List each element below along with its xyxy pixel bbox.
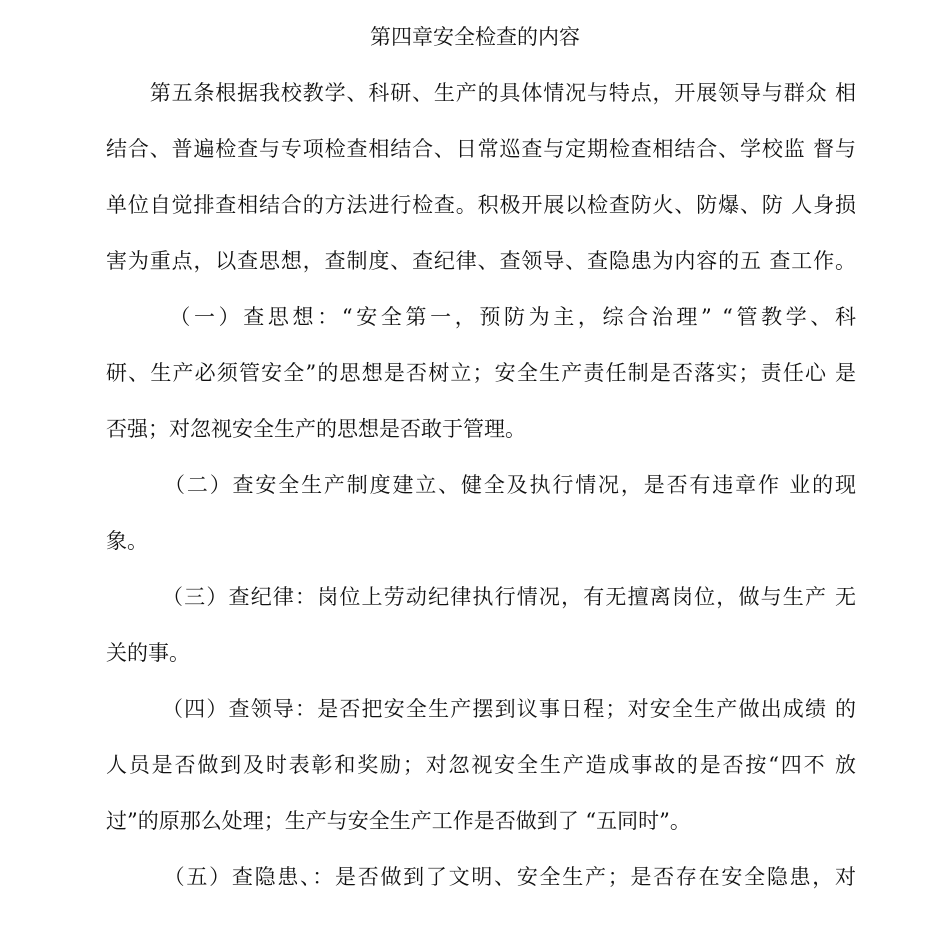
paragraph-line: 研、生产必须管安全”的思想是否树立；安全生产责任制是否落实；责任心 是 — [106, 361, 856, 385]
chapter-title: 第四章安全检查的内容 — [370, 25, 580, 49]
paragraph-line: 第五条根据我校教学、科研、生产的具体情况与特点，开展领导与群众 相 — [106, 81, 856, 105]
paragraph-line: 害为重点，以查思想，查制度、查纪律、查领导、查隐患为内容的五 查工作。 — [106, 249, 856, 273]
paragraph-line: （一）查思想：“安全第一，预防为主，综合治理” “管教学、科 — [106, 305, 856, 329]
paragraph-line: 结合、普遍检查与专项检查相结合、日常巡查与定期检查相结合、学校监 督与 — [106, 137, 856, 161]
paragraph-line: 否强；对忽视安全生产的思想是否敢于管理。 — [106, 417, 526, 441]
paragraph-line: 关的事。 — [106, 641, 190, 665]
paragraph-line: （四）查领导：是否把安全生产摆到议事日程；对安全生产做出成绩 的 — [106, 697, 856, 721]
paragraph-line: 单位自觉排查相结合的方法进行检查。积极开展以检查防火、防爆、防 人身损 — [106, 193, 856, 217]
paragraph-line: 过”的原那么处理；生产与安全生产工作是否做到了 “五同时”。 — [106, 809, 691, 833]
paragraph-line: （二）查安全生产制度建立、健全及执行情况，是否有违章作 业的现 — [106, 473, 856, 497]
paragraph-line: （五）查隐患、：是否做到了文明、安全生产；是否存在安全隐患，对 — [106, 865, 856, 889]
paragraph-line: （三）查纪律：岗位上劳动纪律执行情况，有无擅离岗位，做与生产 无 — [106, 585, 856, 609]
paragraph-line: 人员是否做到及时表彰和奖励；对忽视安全生产造成事故的是否按“四不 放 — [106, 753, 856, 777]
paragraph-line: 象。 — [106, 529, 148, 553]
